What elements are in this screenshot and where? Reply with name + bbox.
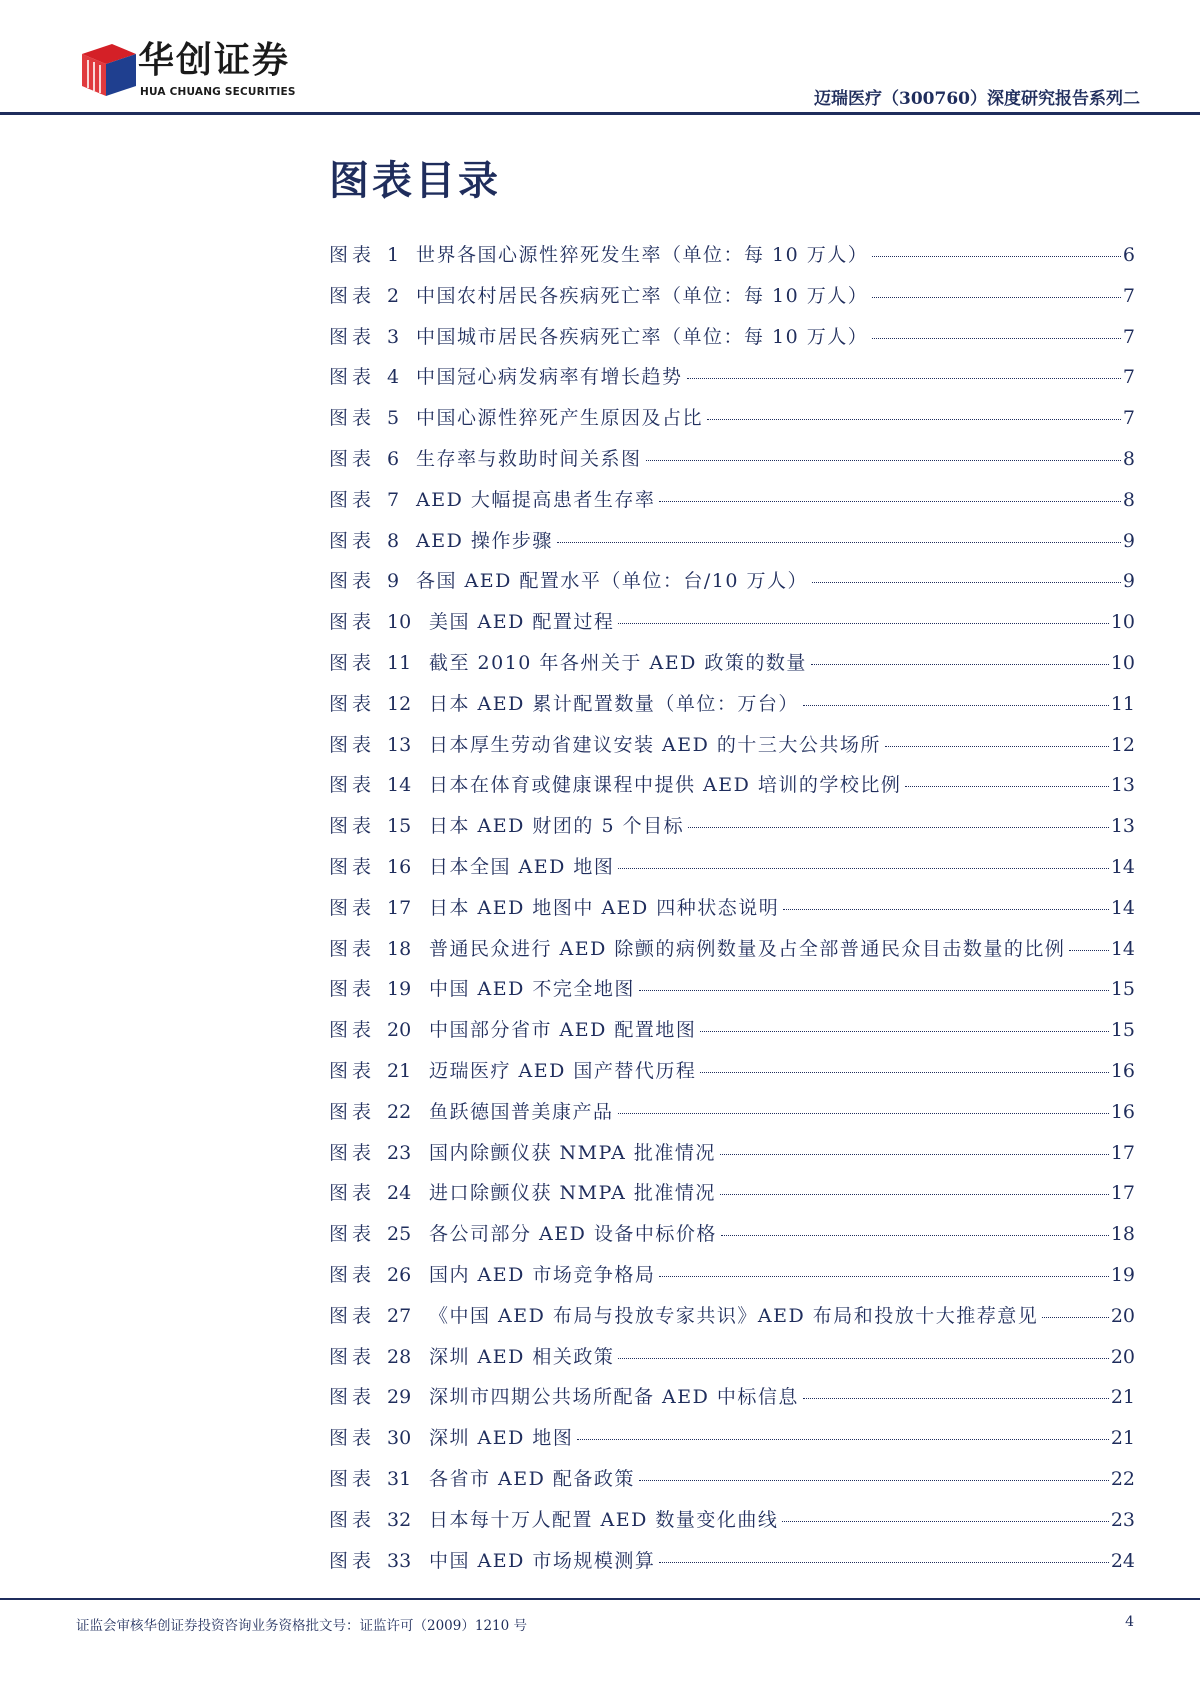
figure-toc-list bbox=[329, 240, 1135, 1586]
toc-entry-number: 25 bbox=[387, 1223, 412, 1246]
toc-entry-number: 14 bbox=[387, 774, 412, 797]
toc-entry-page[interactable]: 6 bbox=[1122, 244, 1135, 266]
toc-entry[interactable] bbox=[329, 281, 1135, 322]
toc-entry-page[interactable]: 7 bbox=[1122, 407, 1135, 430]
toc-entry-title[interactable]: 日本 AED 财团的 5 个目标 bbox=[429, 815, 685, 838]
toc-entry-page[interactable]: 17 bbox=[1110, 1182, 1135, 1205]
page-header bbox=[0, 0, 1200, 118]
toc-entry-label: 图表 bbox=[329, 1141, 376, 1164]
toc-entry-label: 图表 bbox=[329, 855, 376, 878]
toc-entry-number: 21 bbox=[387, 1059, 412, 1082]
toc-entry-title[interactable]: 截至 2010 年各州关于 AED 政策的数量 bbox=[429, 651, 807, 674]
toc-entry-page[interactable]: 7 bbox=[1122, 366, 1135, 389]
toc-entry-page[interactable]: 12 bbox=[1110, 733, 1135, 756]
toc-entry-page[interactable]: 10 bbox=[1110, 611, 1135, 634]
toc-entry[interactable] bbox=[329, 1219, 1135, 1260]
toc-entry-label: 图表 bbox=[329, 447, 376, 470]
toc-entry-title[interactable]: 日本 AED 地图中 AED 四种状态说明 bbox=[429, 896, 780, 919]
toc-entry-number: 24 bbox=[387, 1182, 412, 1205]
toc-dot-leader bbox=[659, 501, 1121, 502]
toc-entry[interactable] bbox=[329, 444, 1135, 485]
toc-entry[interactable] bbox=[329, 852, 1135, 893]
toc-entry-title[interactable]: 鱼跃德国普美康产品 bbox=[429, 1100, 614, 1123]
toc-entry-number: 4 bbox=[387, 366, 400, 389]
toc-entry-page[interactable]: 21 bbox=[1110, 1386, 1135, 1409]
toc-entry[interactable] bbox=[329, 240, 1135, 281]
toc-entry-title[interactable]: AED 大幅提高患者生存率 bbox=[416, 488, 656, 511]
toc-entry-number: 2 bbox=[387, 284, 400, 307]
toc-entry-title[interactable]: 中国 AED 不完全地图 bbox=[429, 978, 635, 1001]
toc-entry-number: 10 bbox=[387, 611, 412, 634]
toc-entry-page[interactable]: 9 bbox=[1122, 529, 1135, 552]
toc-entry-title[interactable]: 日本厚生劳动省建议安装 AED 的十三大公共场所 bbox=[429, 733, 881, 756]
toc-entry-page[interactable]: 13 bbox=[1110, 774, 1135, 797]
toc-entry-number: 20 bbox=[387, 1019, 412, 1042]
toc-entry-page[interactable]: 15 bbox=[1110, 978, 1135, 1001]
toc-entry-label: 图表 bbox=[329, 1019, 376, 1042]
toc-entry-page[interactable]: 24 bbox=[1110, 1549, 1135, 1572]
toc-entry-title[interactable]: 日本全国 AED 地图 bbox=[429, 855, 615, 878]
toc-entry-page[interactable]: 20 bbox=[1110, 1345, 1135, 1368]
toc-entry-label: 图表 bbox=[329, 1223, 376, 1246]
toc-entry-label: 图表 bbox=[329, 1508, 376, 1531]
toc-dot-leader bbox=[721, 1235, 1109, 1236]
toc-entry-title[interactable]: 日本 AED 累计配置数量（单位：万台） bbox=[429, 692, 799, 715]
toc-entry[interactable] bbox=[329, 362, 1135, 403]
toc-heading: 图表目录 bbox=[329, 157, 501, 204]
toc-entry-page[interactable]: 7 bbox=[1122, 284, 1135, 307]
logo-english-name: HUA CHUANG SECURITIES bbox=[140, 86, 296, 98]
toc-dot-leader bbox=[783, 909, 1109, 910]
toc-entry-number: 15 bbox=[387, 815, 412, 838]
toc-entry-title[interactable]: 中国部分省市 AED 配置地图 bbox=[429, 1019, 697, 1042]
toc-entry-page[interactable]: 10 bbox=[1110, 651, 1135, 674]
toc-entry-title[interactable]: 各省市 AED 配备政策 bbox=[429, 1467, 635, 1490]
toc-dot-leader bbox=[872, 256, 1121, 257]
toc-entry-number: 30 bbox=[387, 1427, 412, 1450]
toc-dot-leader bbox=[639, 990, 1109, 991]
toc-dot-leader bbox=[618, 868, 1108, 869]
toc-entry[interactable] bbox=[329, 1301, 1135, 1342]
footer-license-text: 证监会审核华创证券投资咨询业务资格批文号：证监许可（2009）1210 号 bbox=[76, 1618, 528, 1634]
toc-entry-title[interactable]: 国内 AED 市场竞争格局 bbox=[429, 1263, 656, 1286]
toc-entry-label: 图表 bbox=[329, 1304, 376, 1327]
hua-chuang-cube-logo-icon bbox=[76, 40, 136, 98]
toc-entry-number: 6 bbox=[387, 447, 400, 470]
toc-entry-page[interactable]: 14 bbox=[1110, 896, 1135, 919]
toc-entry-number: 7 bbox=[387, 488, 400, 511]
toc-entry-page[interactable]: 17 bbox=[1110, 1141, 1135, 1164]
toc-dot-leader bbox=[905, 786, 1108, 787]
toc-entry-page[interactable]: 21 bbox=[1110, 1427, 1135, 1450]
toc-entry-label: 图表 bbox=[329, 1549, 376, 1572]
toc-entry-title[interactable]: 各公司部分 AED 设备中标价格 bbox=[429, 1223, 717, 1246]
toc-entry-label: 图表 bbox=[329, 529, 376, 552]
toc-entry-number: 19 bbox=[387, 978, 412, 1001]
toc-entry-label: 图表 bbox=[329, 284, 376, 307]
toc-dot-leader bbox=[720, 1194, 1109, 1195]
toc-entry-page[interactable]: 18 bbox=[1110, 1223, 1135, 1246]
toc-entry[interactable] bbox=[329, 1546, 1135, 1587]
toc-entry[interactable] bbox=[329, 1097, 1135, 1138]
toc-dot-leader bbox=[782, 1521, 1108, 1522]
toc-entry[interactable] bbox=[329, 1138, 1135, 1179]
toc-dot-leader bbox=[618, 1113, 1109, 1114]
toc-entry-label: 图表 bbox=[329, 651, 376, 674]
toc-entry[interactable] bbox=[329, 1423, 1135, 1464]
toc-entry[interactable] bbox=[329, 526, 1135, 567]
toc-entry-title[interactable]: 深圳市四期公共场所配备 AED 中标信息 bbox=[429, 1386, 799, 1409]
toc-entry-title[interactable]: AED 操作步骤 bbox=[416, 529, 553, 552]
toc-entry-label: 图表 bbox=[329, 937, 376, 960]
toc-entry-page[interactable]: 11 bbox=[1110, 692, 1135, 715]
toc-entry[interactable] bbox=[329, 1260, 1135, 1301]
toc-entry-page[interactable]: 14 bbox=[1110, 855, 1135, 878]
toc-entry-page[interactable]: 19 bbox=[1110, 1263, 1135, 1286]
toc-entry[interactable] bbox=[329, 1505, 1135, 1546]
toc-entry[interactable] bbox=[329, 1464, 1135, 1505]
toc-entry[interactable] bbox=[329, 893, 1135, 934]
toc-entry[interactable] bbox=[329, 1015, 1135, 1056]
toc-entry-page[interactable]: 14 bbox=[1110, 937, 1135, 960]
toc-dot-leader bbox=[639, 1480, 1109, 1481]
toc-dot-leader bbox=[577, 1439, 1108, 1440]
toc-dot-leader bbox=[659, 1276, 1108, 1277]
toc-entry-label: 图表 bbox=[329, 896, 376, 919]
header-divider bbox=[0, 112, 1200, 115]
toc-entry-number: 26 bbox=[387, 1263, 412, 1286]
toc-entry-title[interactable]: 各国 AED 配置水平（单位：台/10 万人） bbox=[416, 570, 809, 593]
toc-entry[interactable] bbox=[329, 689, 1135, 730]
toc-entry-page[interactable]: 23 bbox=[1110, 1508, 1135, 1531]
toc-entry-number: 17 bbox=[387, 896, 412, 919]
toc-entry[interactable] bbox=[329, 607, 1135, 648]
toc-entry-title[interactable]: 中国城市居民各疾病死亡率（单位：每 10 万人） bbox=[416, 325, 869, 348]
toc-entry-title[interactable]: 生存率与救助时间关系图 bbox=[416, 447, 642, 470]
toc-dot-leader bbox=[557, 542, 1121, 543]
toc-entry-number: 16 bbox=[387, 855, 412, 878]
toc-dot-leader bbox=[687, 378, 1121, 379]
toc-entry-number: 31 bbox=[387, 1467, 412, 1490]
toc-entry-page[interactable]: 8 bbox=[1122, 488, 1135, 511]
toc-entry-label: 图表 bbox=[329, 488, 376, 511]
toc-entry-label: 图表 bbox=[329, 407, 376, 430]
toc-entry-title[interactable]: 深圳 AED 地图 bbox=[429, 1427, 574, 1450]
toc-entry-page[interactable]: 16 bbox=[1110, 1059, 1135, 1082]
toc-entry-number: 33 bbox=[387, 1549, 412, 1572]
toc-entry-number: 29 bbox=[387, 1386, 412, 1409]
toc-entry-label: 图表 bbox=[329, 1386, 376, 1409]
toc-entry-label: 图表 bbox=[329, 733, 376, 756]
toc-dot-leader bbox=[700, 1072, 1108, 1073]
toc-entry-label: 图表 bbox=[329, 774, 376, 797]
toc-entry-number: 1 bbox=[387, 244, 400, 266]
toc-entry-title[interactable]: 《中国 AED 布局与投放专家共识》AED 布局和投放十大推荐意见 bbox=[429, 1304, 1039, 1327]
toc-entry-title[interactable]: 中国心源性猝死产生原因及占比 bbox=[416, 407, 704, 430]
toc-entry-number: 27 bbox=[387, 1304, 412, 1327]
toc-entry-label: 图表 bbox=[329, 244, 376, 266]
toc-entry-number: 11 bbox=[387, 651, 412, 674]
toc-dot-leader bbox=[803, 1398, 1109, 1399]
toc-entry-number: 9 bbox=[387, 570, 400, 593]
toc-dot-leader bbox=[618, 623, 1108, 624]
toc-dot-leader bbox=[1069, 950, 1108, 951]
toc-entry-page[interactable]: 7 bbox=[1122, 325, 1135, 348]
toc-entry[interactable] bbox=[329, 566, 1135, 607]
toc-entry-number: 23 bbox=[387, 1141, 412, 1164]
toc-dot-leader bbox=[872, 297, 1121, 298]
toc-entry[interactable] bbox=[329, 1342, 1135, 1383]
toc-entry-label: 图表 bbox=[329, 1059, 376, 1082]
toc-entry-title[interactable]: 日本每十万人配置 AED 数量变化曲线 bbox=[429, 1508, 779, 1531]
toc-entry-label: 图表 bbox=[329, 1100, 376, 1123]
toc-dot-leader bbox=[811, 664, 1109, 665]
toc-dot-leader bbox=[646, 460, 1121, 461]
toc-dot-leader bbox=[872, 338, 1121, 339]
toc-dot-leader bbox=[707, 419, 1121, 420]
toc-entry-title[interactable]: 深圳 AED 相关政策 bbox=[429, 1345, 615, 1368]
toc-entry[interactable] bbox=[329, 403, 1135, 444]
toc-dot-leader bbox=[688, 827, 1109, 828]
toc-entry[interactable] bbox=[329, 770, 1135, 811]
footer-page-number: 4 bbox=[1125, 1614, 1134, 1630]
toc-entry-title[interactable]: 中国农村居民各疾病死亡率（单位：每 10 万人） bbox=[416, 284, 869, 307]
toc-dot-leader bbox=[885, 746, 1109, 747]
toc-entry-page[interactable]: 22 bbox=[1110, 1467, 1135, 1490]
toc-dot-leader bbox=[618, 1358, 1108, 1359]
report-title: 迈瑞医疗（300760）深度研究报告系列二 bbox=[814, 89, 1140, 109]
toc-entry-title[interactable]: 世界各国心源性猝死发生率（单位：每 10 万人） bbox=[416, 244, 869, 266]
toc-entry-label: 图表 bbox=[329, 570, 376, 593]
toc-entry-label: 图表 bbox=[329, 1345, 376, 1368]
toc-entry-page[interactable]: 9 bbox=[1122, 570, 1135, 593]
toc-entry-label: 图表 bbox=[329, 1263, 376, 1286]
toc-entry-number: 18 bbox=[387, 937, 412, 960]
toc-entry-number: 12 bbox=[387, 692, 412, 715]
toc-entry[interactable] bbox=[329, 322, 1135, 363]
toc-entry-label: 图表 bbox=[329, 978, 376, 1001]
toc-entry-number: 32 bbox=[387, 1508, 412, 1531]
toc-entry-title[interactable]: 进口除颤仪获 NMPA 批准情况 bbox=[429, 1182, 716, 1205]
toc-entry-title[interactable]: 迈瑞医疗 AED 国产替代历程 bbox=[429, 1059, 697, 1082]
toc-entry-label: 图表 bbox=[329, 815, 376, 838]
toc-entry-page[interactable]: 15 bbox=[1110, 1019, 1135, 1042]
toc-entry-label: 图表 bbox=[329, 1467, 376, 1490]
toc-entry-title[interactable]: 美国 AED 配置过程 bbox=[429, 611, 615, 634]
toc-entry[interactable] bbox=[329, 934, 1135, 975]
toc-entry-page[interactable]: 13 bbox=[1110, 815, 1135, 838]
toc-entry-page[interactable]: 8 bbox=[1122, 447, 1135, 470]
toc-entry[interactable] bbox=[329, 1056, 1135, 1097]
toc-dot-leader bbox=[812, 582, 1121, 583]
toc-entry[interactable] bbox=[329, 811, 1135, 852]
toc-entry-label: 图表 bbox=[329, 692, 376, 715]
footer-divider bbox=[0, 1598, 1200, 1600]
toc-dot-leader bbox=[700, 1031, 1108, 1032]
toc-entry-number: 13 bbox=[387, 733, 412, 756]
toc-entry-page[interactable]: 20 bbox=[1110, 1304, 1135, 1327]
logo-chinese-name: 华创证券 bbox=[138, 40, 291, 81]
toc-entry-title[interactable]: 普通民众进行 AED 除颤的病例数量及占全部普通民众目击数量的比例 bbox=[429, 937, 1066, 960]
toc-entry[interactable] bbox=[329, 1382, 1135, 1423]
toc-entry-label: 图表 bbox=[329, 366, 376, 389]
toc-entry-number: 28 bbox=[387, 1345, 412, 1368]
toc-entry-title[interactable]: 日本在体育或健康课程中提供 AED 培训的学校比例 bbox=[429, 774, 902, 797]
toc-entry-number: 5 bbox=[387, 407, 400, 430]
toc-entry-number: 22 bbox=[387, 1100, 412, 1123]
toc-entry[interactable] bbox=[329, 648, 1135, 689]
toc-entry-number: 3 bbox=[387, 325, 400, 348]
toc-entry[interactable] bbox=[329, 1178, 1135, 1219]
toc-entry-title[interactable]: 国内除颤仪获 NMPA 批准情况 bbox=[429, 1141, 716, 1164]
toc-entry[interactable] bbox=[329, 485, 1135, 526]
toc-entry-page[interactable]: 16 bbox=[1110, 1100, 1135, 1123]
toc-entry[interactable] bbox=[329, 730, 1135, 771]
toc-dot-leader bbox=[659, 1562, 1108, 1563]
toc-entry-label: 图表 bbox=[329, 1182, 376, 1205]
toc-dot-leader bbox=[803, 705, 1109, 706]
toc-dot-leader bbox=[1042, 1317, 1109, 1318]
toc-entry-number: 8 bbox=[387, 529, 400, 552]
toc-entry-label: 图表 bbox=[329, 611, 376, 634]
toc-entry[interactable] bbox=[329, 974, 1135, 1015]
toc-entry-title[interactable]: 中国 AED 市场规模测算 bbox=[429, 1549, 656, 1572]
toc-entry-title[interactable]: 中国冠心病发病率有增长趋势 bbox=[416, 366, 683, 389]
toc-entry-label: 图表 bbox=[329, 325, 376, 348]
toc-dot-leader bbox=[720, 1154, 1109, 1155]
toc-entry-label: 图表 bbox=[329, 1427, 376, 1450]
